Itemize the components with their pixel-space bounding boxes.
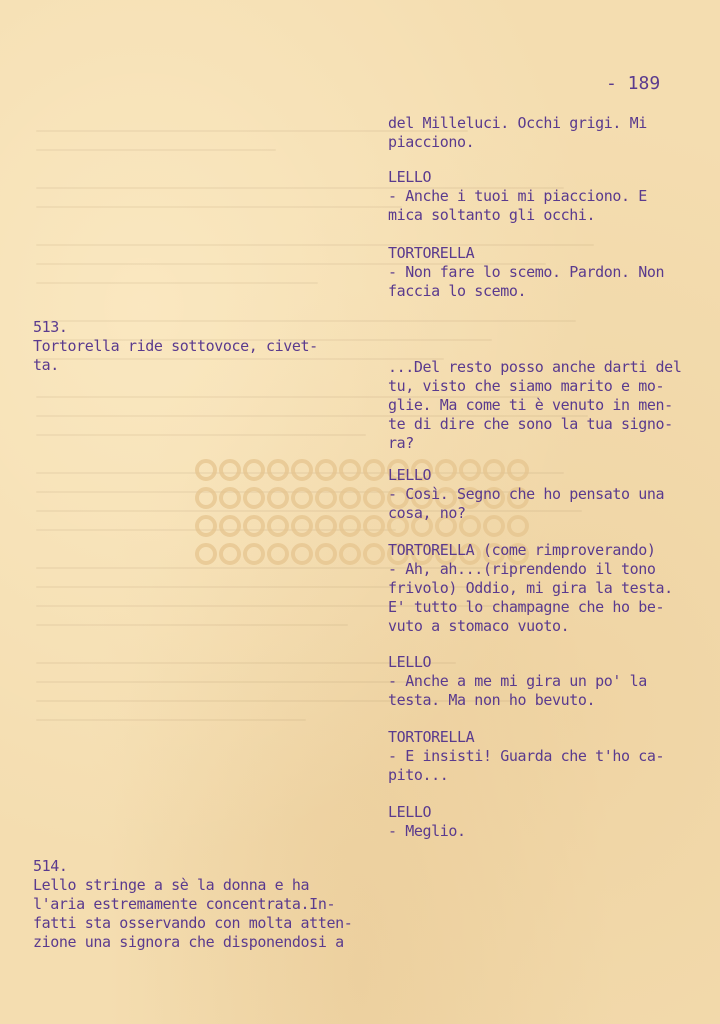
dialogue-block-lello (388, 466, 664, 523)
dialogue-line: E' tutto lo champagne che ho be- (388, 598, 665, 616)
dialogue-continuation (388, 114, 647, 152)
speaker-name: LELLO (388, 466, 432, 484)
dialogue-line: te di dire che sono la tua signo- (388, 415, 673, 433)
scene-number: 514. (33, 857, 68, 875)
dialogue-line: pito... (388, 766, 449, 784)
dialogue-line: piacciono. (388, 133, 475, 151)
stage-direction-line: l'aria estremamente concentrata.In- (33, 895, 336, 913)
stage-direction-line: fatti sta osservando con molta atten- (33, 914, 353, 932)
dialogue-block-tortorella (388, 728, 664, 785)
dialogue-block-lello (388, 168, 647, 225)
speaker-name: LELLO (388, 168, 432, 186)
dialogue-line: - Ah, ah...(riprendendo il tono (388, 560, 656, 578)
dialogue-line: glie. Ma come ti è venuto in men- (388, 396, 673, 414)
dialogue-block-tortorella-continued (388, 358, 681, 453)
dialogue-block-lello (388, 803, 466, 841)
stage-direction-line: Lello stringe a sè la donna e ha (33, 876, 310, 894)
dialogue-line: faccia lo scemo. (388, 282, 527, 300)
dialogue-line: mica soltanto gli occhi. (388, 206, 596, 224)
stage-direction-line: Tortorella ride sottovoce, civet- (33, 337, 318, 355)
dialogue-line: - Non fare lo scemo. Pardon. Non (388, 263, 665, 281)
stage-direction-line: zione una signora che disponendosi a (33, 933, 344, 951)
dialogue-line: vuto a stomaco vuoto. (388, 617, 570, 635)
dialogue-line: cosa, no? (388, 504, 466, 522)
dialogue-line: - Meglio. (388, 822, 466, 840)
speaker-name: LELLO (388, 653, 432, 671)
scene-number: 513. (33, 318, 68, 336)
dialogue-block-tortorella (388, 541, 673, 636)
dialogue-line: - Anche i tuoi mi piacciono. E (388, 187, 647, 205)
dialogue-block-lello (388, 653, 647, 710)
dialogue-line: - Così. Segno che ho pensato una (388, 485, 665, 503)
dialogue-line: frivolo) Oddio, mi gira la testa. (388, 579, 673, 597)
scene-513 (33, 318, 318, 375)
speaker-name: TORTORELLA (388, 244, 475, 262)
speaker-name: TORTORELLA (come rimproverando) (388, 541, 656, 559)
dialogue-line: ra? (388, 434, 414, 452)
dialogue-line: ...Del resto posso anche darti del (388, 358, 682, 376)
dialogue-line: tu, visto che siamo marito e mo- (388, 377, 665, 395)
dialogue-line: - E insisti! Guarda che t'ho ca- (388, 747, 665, 765)
dialogue-line: - Anche a me mi gira un po' la (388, 672, 647, 690)
scene-514 (33, 857, 352, 952)
page-number: - 189 (606, 73, 661, 94)
stage-direction-line: ta. (33, 356, 59, 374)
speaker-name: TORTORELLA (388, 728, 475, 746)
dialogue-block-tortorella (388, 244, 664, 301)
dialogue-line: del Milleluci. Occhi grigi. Mi (388, 114, 647, 132)
dialogue-line: testa. Ma non ho bevuto. (388, 691, 596, 709)
speaker-name: LELLO (388, 803, 432, 821)
